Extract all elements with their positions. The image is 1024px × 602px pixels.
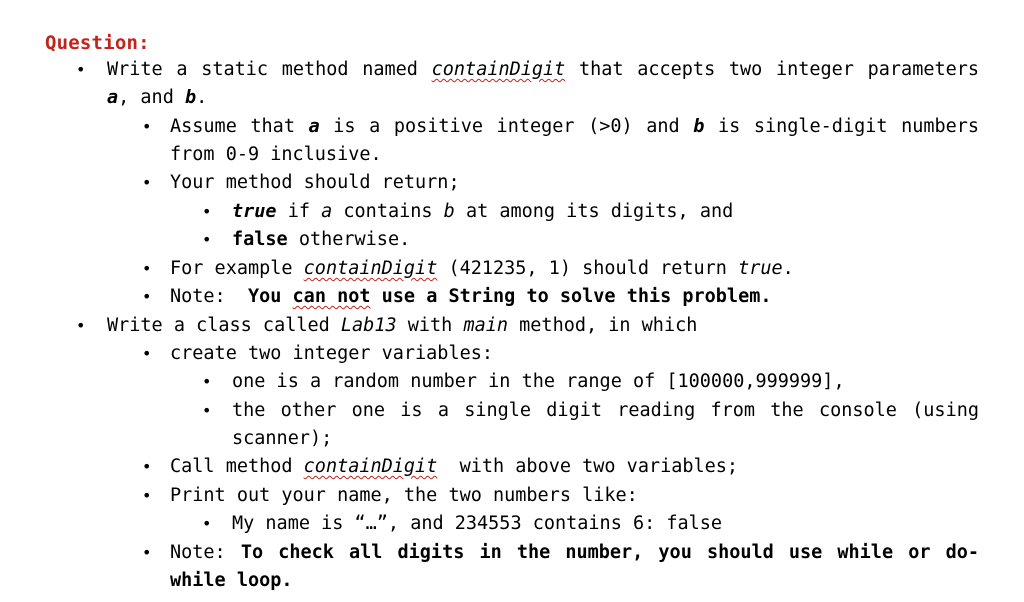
keyword-false: false bbox=[232, 229, 288, 250]
param-a: a bbox=[321, 201, 333, 222]
text: contains bbox=[343, 201, 433, 222]
create-vars-line: create two integer variables: bbox=[170, 343, 494, 364]
text: . bbox=[782, 258, 794, 279]
random-number-line: one is a random number in the range of [100000,999999], bbox=[232, 371, 845, 392]
bullet-icon: • bbox=[142, 287, 152, 306]
note-label: Note: bbox=[170, 286, 226, 307]
task-2-line bbox=[107, 313, 697, 339]
bullet-icon: • bbox=[142, 259, 152, 278]
text: otherwise. bbox=[298, 229, 411, 250]
false-case-line bbox=[232, 227, 410, 253]
param-b: b bbox=[184, 87, 197, 108]
task-1-line-1 bbox=[107, 57, 979, 83]
text: (421235, 1) should return bbox=[448, 258, 727, 279]
param-a: a bbox=[308, 116, 320, 137]
method-name: containDigit bbox=[431, 59, 566, 80]
note-label: Note: bbox=[170, 542, 226, 563]
bullet-icon: • bbox=[142, 173, 152, 192]
text: is a positive integer (>0) and bbox=[333, 116, 680, 137]
text: To check all digits in the number, you should use while or do- bbox=[240, 542, 979, 563]
bullet-icon: • bbox=[202, 372, 212, 391]
text: is single-digit numbers bbox=[717, 116, 980, 137]
return-line: Your method should return; bbox=[170, 172, 460, 193]
bullet-icon: • bbox=[202, 230, 212, 249]
text: Call method bbox=[170, 456, 293, 477]
param-b: b bbox=[693, 116, 705, 137]
text: the other one is a single digit reading from the console (using bbox=[232, 400, 979, 421]
bullet-icon: • bbox=[202, 514, 212, 533]
bullet-icon: • bbox=[202, 202, 212, 221]
console-digit-line-1 bbox=[232, 398, 979, 424]
bullet-icon: • bbox=[76, 60, 86, 79]
bullet-icon: • bbox=[202, 401, 212, 420]
true-case-line bbox=[232, 199, 733, 225]
note-loop-line-1 bbox=[170, 540, 979, 566]
text: For example bbox=[170, 258, 293, 279]
bullet-icon: • bbox=[142, 543, 152, 562]
text: at among its digits, and bbox=[465, 201, 734, 222]
note-loop-line-2: while loop. bbox=[170, 570, 293, 591]
text: , and bbox=[118, 87, 174, 108]
console-digit-line-2: scanner); bbox=[232, 428, 333, 449]
text: . bbox=[196, 87, 208, 108]
bullet-icon: • bbox=[142, 344, 152, 363]
param-b: b bbox=[443, 201, 455, 222]
question-heading: Question: bbox=[45, 32, 150, 54]
text: use a String to solve this problem. bbox=[381, 286, 772, 307]
bullet-icon: • bbox=[76, 316, 86, 335]
text: that accepts two integer parameters bbox=[579, 59, 980, 80]
text: Write a class called bbox=[107, 315, 330, 336]
method-name: containDigit bbox=[303, 258, 438, 279]
text: Assume that bbox=[170, 116, 295, 137]
print-line: Print out your name, the two numbers like: bbox=[170, 485, 638, 506]
task-1-line-2 bbox=[107, 85, 207, 111]
bullet-icon: • bbox=[142, 457, 152, 476]
bullet-icon: • bbox=[142, 486, 152, 505]
text: with bbox=[407, 315, 453, 336]
text: if bbox=[287, 201, 310, 222]
text: You bbox=[247, 286, 282, 307]
text: can not bbox=[292, 286, 371, 307]
text: with above two variables; bbox=[459, 456, 739, 477]
param-a: a bbox=[107, 87, 119, 108]
text: Write a static method named bbox=[107, 59, 418, 80]
method-name: containDigit bbox=[303, 456, 438, 477]
method-main: main bbox=[463, 315, 509, 336]
note-string-line bbox=[170, 284, 771, 310]
assume-line-2: from 0-9 inclusive. bbox=[170, 144, 382, 165]
bullet-icon: • bbox=[142, 117, 152, 136]
call-method-line bbox=[170, 454, 738, 480]
class-name: Lab13 bbox=[340, 315, 397, 336]
keyword-true: true bbox=[738, 258, 783, 279]
assume-line-1 bbox=[170, 114, 979, 140]
example-line bbox=[170, 256, 794, 282]
text: method, in which bbox=[519, 315, 698, 336]
keyword-true: true bbox=[232, 201, 277, 222]
sample-output-line: My name is “…”, and 234553 contains 6: false bbox=[232, 513, 723, 534]
